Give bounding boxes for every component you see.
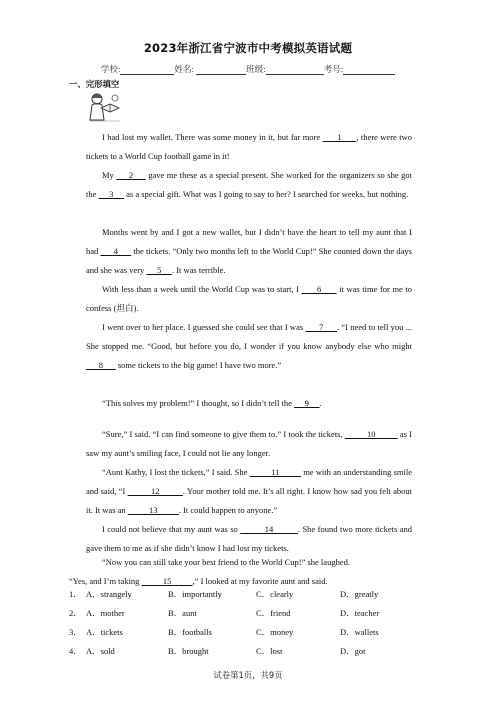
passage-text: “Sure,” I said. “I can find someone to give them to.” I took the tickets,	[102, 429, 345, 439]
answer-blank[interactable]: 10	[344, 429, 398, 439]
exam-title: 2023年浙江省宁波市中考模拟英语试题	[143, 41, 353, 55]
passage-text: I had lost my wallet. There was some money in it, but far more	[102, 132, 323, 142]
option-c[interactable]: C．lost	[256, 646, 283, 656]
passage-text: me with an understanding smile and said, “I	[86, 467, 412, 496]
answer-blank[interactable]: 15	[141, 576, 193, 586]
exam-number-blank[interactable]	[343, 65, 395, 75]
passage-paragraph	[86, 128, 412, 166]
passage-text: I went over to her place. I guessed she could see that I was	[102, 322, 306, 332]
option-c[interactable]: C．friend	[256, 608, 291, 618]
passage-paragraph	[86, 166, 412, 204]
answer-blank[interactable]: 9	[294, 398, 320, 408]
question-options-row	[69, 626, 426, 642]
passage-paragraph	[86, 223, 412, 280]
option-b[interactable]: B．importantly	[168, 589, 222, 599]
option-c[interactable]: C．clearly	[256, 589, 294, 599]
answer-blank[interactable]: 1	[322, 132, 357, 142]
passage-text: some tickets to the big game! I have two more.”	[115, 360, 282, 370]
class-blank[interactable]	[266, 65, 324, 75]
answer-blank[interactable]: 4	[100, 246, 132, 256]
passage-paragraph	[86, 553, 412, 572]
question-number: 1．	[69, 589, 82, 599]
passage-text: it was time for me to confess (坦白).	[86, 284, 413, 313]
passage-text: . It was terrible.	[171, 265, 226, 275]
passage-paragraph	[86, 318, 412, 375]
option-a[interactable]: A．sold	[86, 646, 115, 656]
question-number: 2．	[69, 608, 82, 618]
option-b[interactable]: B．aunt	[168, 608, 197, 618]
name-label: 姓名:	[174, 64, 194, 74]
student-info-line	[0, 63, 496, 75]
school-label: 学校:	[100, 64, 121, 74]
answer-blank[interactable]: 11	[249, 467, 302, 477]
answer-blank[interactable]: 7	[305, 322, 337, 332]
passage-text: With less than a week until the World Cup was to start, I	[102, 284, 302, 294]
answer-blank[interactable]: 14	[240, 524, 298, 534]
option-b[interactable]: B．footballs	[168, 627, 212, 637]
option-c[interactable]: C．money	[256, 627, 294, 637]
answer-blank[interactable]: 6	[301, 284, 337, 294]
passage-text: . Your mother told me. It’s all right. I know how sad you felt about it. It was an	[86, 486, 413, 515]
answer-blank[interactable]: 12	[127, 486, 183, 496]
passage-paragraph	[86, 280, 412, 318]
passage-text: , there were two tickets to a World Cup football game in it!	[86, 132, 413, 161]
passage-text: . It could happen to anyone.”	[178, 505, 278, 515]
passage-text: . She found two more tickets and gave them to me as if she didn’t know I had lost my tickets.	[86, 524, 412, 553]
option-a[interactable]: A．tickets	[86, 627, 123, 637]
passage-text: “Aunt Kathy, I lost the tickets,” I said. She	[102, 467, 250, 477]
answer-blank[interactable]: 5	[146, 265, 172, 275]
passage-text: . “I need to tell you ... She stopped me. “Good, but before you do, I wonder if you know anybody else who might	[86, 322, 412, 351]
passage-text: “Now you can still take your best friend to the World Cup!” she laughed.	[102, 557, 350, 567]
reading-person-icon	[86, 90, 124, 124]
section-heading: 一、完形填空	[69, 79, 120, 89]
answer-blank[interactable]: 3	[98, 189, 125, 199]
passage-text: My	[102, 170, 117, 180]
answer-blank[interactable]: 13	[127, 505, 179, 515]
passage-text: ,” I looked at my favorite aunt and said.	[192, 576, 328, 586]
passage-text: “This solves my problem!” I thought, so I didn’t tell the	[102, 398, 295, 408]
question-options-row	[69, 607, 426, 623]
option-b[interactable]: B．brought	[168, 646, 209, 656]
passage-paragraph	[86, 463, 412, 520]
question-number: 4．	[69, 646, 82, 656]
option-d[interactable]: D．wallets	[340, 627, 379, 637]
passage-text: the tickets. “Only two months left to the World Cup!” She counted down the days and she was very	[86, 246, 412, 275]
answer-blank[interactable]: 2	[116, 170, 146, 180]
passage-text: as I saw my aunt’s smiling face, I could not lie any longer.	[86, 429, 412, 458]
answer-blank[interactable]: 8	[86, 360, 116, 370]
passage-text: Months went by and I got a new wallet, but I didn’t have the heart to tell my aunt that I had	[86, 227, 412, 256]
question-number: 3．	[69, 627, 82, 637]
page-footer: 试卷第1页，共9页	[213, 670, 283, 680]
option-d[interactable]: D．teacher	[340, 608, 380, 618]
passage-paragraph	[86, 425, 412, 463]
option-a[interactable]: A．mother	[86, 608, 125, 618]
passage-paragraph	[86, 394, 412, 413]
passage-text: .	[319, 398, 322, 408]
passage-text: gave me these as a special present. She worked for the organizers so she got the	[86, 170, 413, 199]
question-options-row	[69, 645, 426, 661]
exam-number-label: 考号:	[323, 64, 344, 74]
name-blank[interactable]	[196, 65, 246, 75]
class-label: 班级:	[246, 64, 266, 74]
passage-text: I could not believe that my aunt was so	[102, 524, 241, 534]
passage-text: “Yes, and I’m taking	[69, 576, 142, 586]
school-blank[interactable]	[120, 65, 174, 75]
option-a[interactable]: A．strangely	[86, 589, 132, 599]
passage-text: as a special gift. What was I going to say to her? I searched for weeks, but nothing.	[124, 189, 409, 199]
option-d[interactable]: D．got	[340, 646, 366, 656]
question-options-row	[69, 588, 426, 604]
option-d[interactable]: D．greatly	[340, 589, 379, 599]
